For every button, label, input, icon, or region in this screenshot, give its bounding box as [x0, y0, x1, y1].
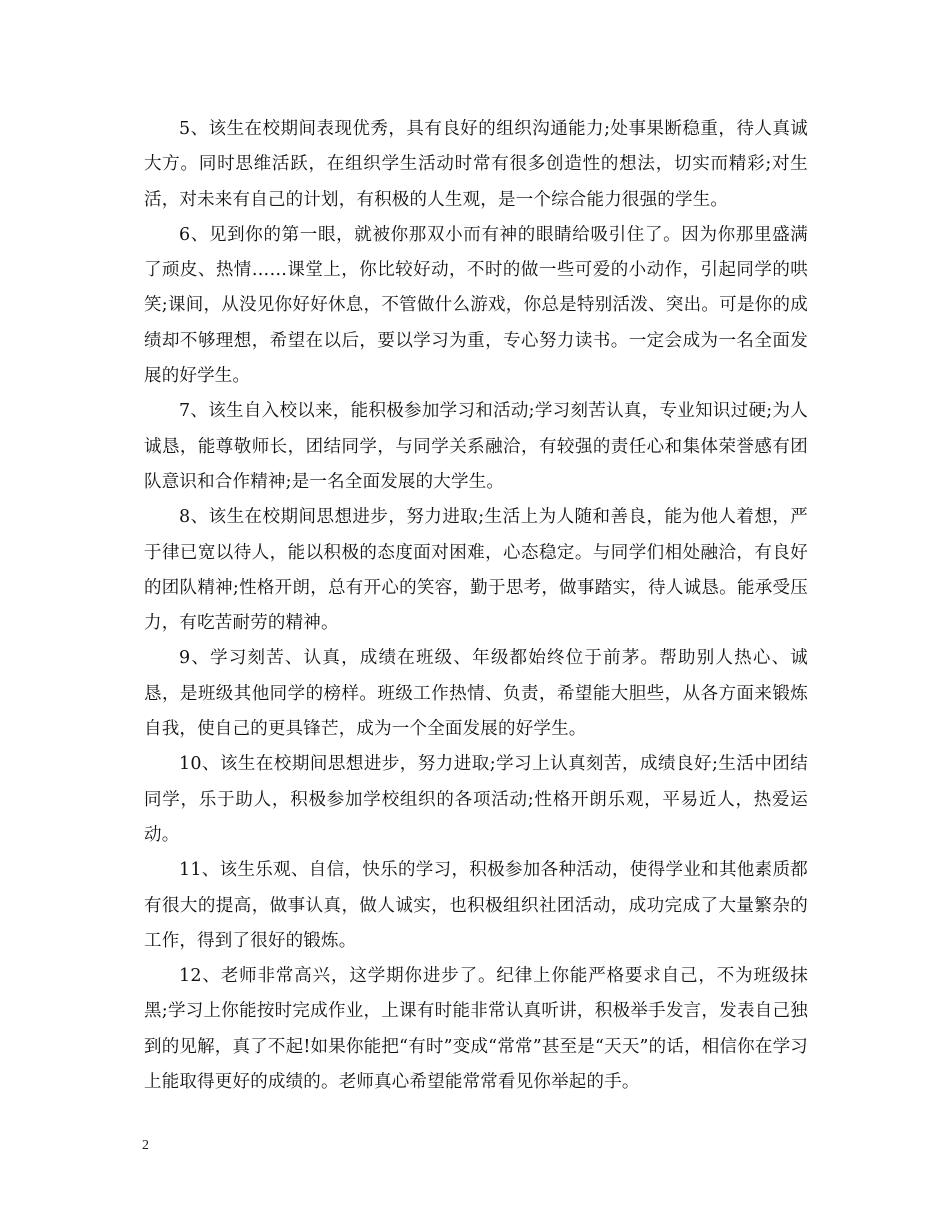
- paragraph-7: 7、该生自入校以来，能积极参加学习和活动;学习刻苦认真，专业知识过硬;为人诚恳，能尊敬师长，团结同学，与同学关系融洽，有较强的责任心和集体荣誉感有团队意识和合作精神;是一名全面发展的大学生。: [144, 401, 808, 492]
- paragraph-11: 11、该生乐观、自信，快乐的学习，积极参加各种活动，使得学业和其他素质都有很大的提高，做事认真，做人诚实，也积极组织社团活动，成功完成了大量繁杂的工作，得到了很好的锻炼。: [144, 860, 808, 951]
- page-number: 2: [142, 1138, 149, 1153]
- paragraph-5: 5、该生在校期间表现优秀，具有良好的组织沟通能力;处事果断稳重，待人真诚大方。同时思维活跃，在组织学生活动时常有很多创造性的想法，切实而精彩;对生活，对未来有自己的计划，有积极的人生观，是一个综合能力很强的学生。: [144, 119, 808, 210]
- paragraph-12: 12、老师非常高兴，这学期你进步了。纪律上你能严格要求自己，不为班级抹黑;学习上你能按时完成作业，上课有时能非常认真听讲，积极举手发言，发表自己独到的见解，真了不起!如果你能把“有时”变成“常常”甚至是“天天”的话，相信你在学习上能取得更好的成绩的。老师真心希望能常常看见你举起的手。: [144, 966, 808, 1093]
- paragraph-8: 8、该生在校期间思想进步，努力进取;生活上为人随和善良，能为他人着想，严于律已宽以待人，能以积极的态度面对困难，心态稳定。与同学们相处融洽，有良好的团队精神;性格开朗，总有开心的笑容，勤于思考，做事踏实，待人诚恳。能承受压力，有吃苦耐劳的精神。: [144, 507, 808, 634]
- paragraph-6: 6、见到你的第一眼，就被你那双小而有神的眼睛给吸引住了。因为你那里盛满了顽皮、热情……课堂上，你比较好动，不时的做一些可爱的小动作，引起同学的哄笑;课间，从没见你好好休息，不管做什么游戏，你总是特别活泼、突出。可是你的成绩却不够理想，希望在以后，要以学习为重，专心努力读书。一定会成为一名全面发展的好学生。: [144, 224, 808, 387]
- paragraph-9: 9、学习刻苦、认真，成绩在班级、年级都始终位于前茅。帮助别人热心、诚恳，是班级其他同学的榜样。班级工作热情、负责，希望能大胆些，从各方面来锻炼自我，使自己的更具锋芒，成为一个全面发展的好学生。: [144, 648, 808, 740]
- document-body: [144, 112, 808, 1100]
- paragraph-10: 10、该生在校期间思想进步，努力进取;学习上认真刻苦，成绩良好;生活中团结同学，乐于助人，积极参加学校组织的各项活动;性格开朗乐观，平易近人，热爱运动。: [144, 754, 808, 845]
